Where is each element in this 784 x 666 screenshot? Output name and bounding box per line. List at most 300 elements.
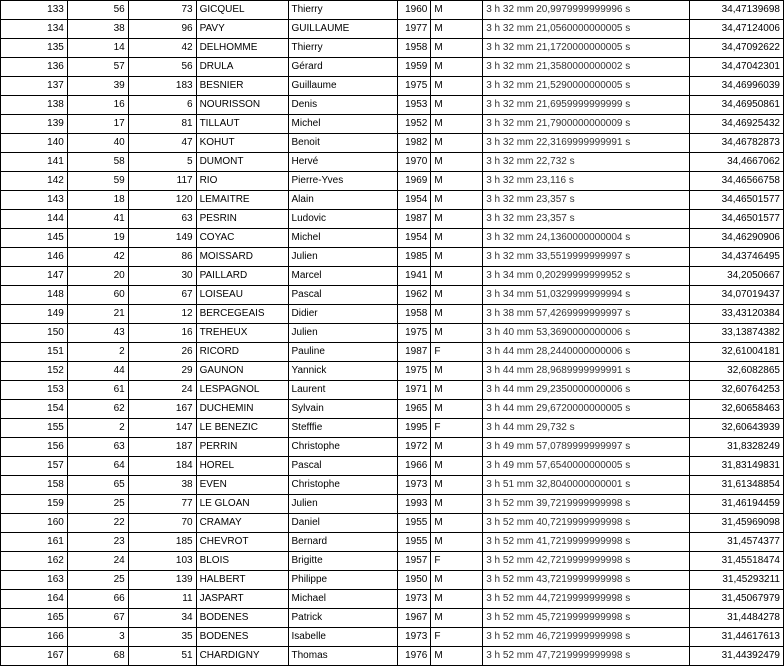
table-row — [1, 267, 784, 286]
rank-cell: 162 — [1, 552, 68, 571]
table-row — [1, 248, 784, 267]
category-rank-cell: 38 — [67, 20, 128, 39]
birthyear-cell: 1955 — [398, 514, 431, 533]
time-cell: 3 h 52 mm 45,7219999999998 s — [483, 609, 690, 628]
category-rank-cell: 14 — [67, 39, 128, 58]
rank-cell: 157 — [1, 457, 68, 476]
birthyear-cell: 1967 — [398, 609, 431, 628]
gender-cell: M — [431, 58, 483, 77]
birthyear-cell: 1973 — [398, 590, 431, 609]
lastname-cell: LOISEAU — [196, 286, 288, 305]
gender-cell: M — [431, 324, 483, 343]
birthyear-cell: 1973 — [398, 476, 431, 495]
bib-cell: 81 — [128, 115, 196, 134]
table-row — [1, 647, 784, 666]
firstname-cell: Didier — [288, 305, 398, 324]
gender-cell: M — [431, 39, 483, 58]
birthyear-cell: 1977 — [398, 20, 431, 39]
time-cell: 3 h 44 mm 29,6720000000005 s — [483, 400, 690, 419]
speed-cell: 34,47139698 — [690, 1, 784, 20]
firstname-cell: Pascal — [288, 286, 398, 305]
rank-cell: 165 — [1, 609, 68, 628]
firstname-cell: Sylvain — [288, 400, 398, 419]
speed-cell: 32,6082865 — [690, 362, 784, 381]
table-row — [1, 438, 784, 457]
time-cell: 3 h 49 mm 57,0789999999997 s — [483, 438, 690, 457]
table-row — [1, 343, 784, 362]
category-rank-cell: 43 — [67, 324, 128, 343]
time-cell: 3 h 52 mm 43,7219999999998 s — [483, 571, 690, 590]
lastname-cell: BODENES — [196, 609, 288, 628]
table-row — [1, 590, 784, 609]
rank-cell: 141 — [1, 153, 68, 172]
bib-cell: 149 — [128, 229, 196, 248]
gender-cell: M — [431, 1, 483, 20]
birthyear-cell: 1950 — [398, 571, 431, 590]
time-cell: 3 h 52 mm 41,7219999999998 s — [483, 533, 690, 552]
speed-cell: 32,60643939 — [690, 419, 784, 438]
lastname-cell: DUMONT — [196, 153, 288, 172]
firstname-cell: Ludovic — [288, 210, 398, 229]
table-row — [1, 134, 784, 153]
birthyear-cell: 1975 — [398, 77, 431, 96]
category-rank-cell: 24 — [67, 552, 128, 571]
rank-cell: 159 — [1, 495, 68, 514]
lastname-cell: PESRIN — [196, 210, 288, 229]
category-rank-cell: 25 — [67, 571, 128, 590]
time-cell: 3 h 52 mm 42,7219999999998 s — [483, 552, 690, 571]
table-row — [1, 324, 784, 343]
firstname-cell: Christophe — [288, 476, 398, 495]
category-rank-cell: 40 — [67, 134, 128, 153]
lastname-cell: JASPART — [196, 590, 288, 609]
table-row — [1, 628, 784, 647]
table-row — [1, 20, 784, 39]
birthyear-cell: 1987 — [398, 210, 431, 229]
speed-cell: 34,47092622 — [690, 39, 784, 58]
time-cell: 3 h 52 mm 47,7219999999998 s — [483, 647, 690, 666]
birthyear-cell: 1970 — [398, 153, 431, 172]
bib-cell: 184 — [128, 457, 196, 476]
firstname-cell: Julien — [288, 495, 398, 514]
speed-cell: 34,46950861 — [690, 96, 784, 115]
table-row — [1, 476, 784, 495]
firstname-cell: Michael — [288, 590, 398, 609]
firstname-cell: Alain — [288, 191, 398, 210]
gender-cell: M — [431, 305, 483, 324]
bib-cell: 42 — [128, 39, 196, 58]
gender-cell: M — [431, 20, 483, 39]
speed-cell: 32,60658463 — [690, 400, 784, 419]
time-cell: 3 h 32 mm 20,9979999999996 s — [483, 1, 690, 20]
firstname-cell: Thierry — [288, 1, 398, 20]
time-cell: 3 h 44 mm 28,2440000000006 s — [483, 343, 690, 362]
lastname-cell: CHARDIGNY — [196, 647, 288, 666]
gender-cell: M — [431, 153, 483, 172]
time-cell: 3 h 34 mm 0,20299999999952 s — [483, 267, 690, 286]
bib-cell: 56 — [128, 58, 196, 77]
rank-cell: 139 — [1, 115, 68, 134]
table-row — [1, 172, 784, 191]
gender-cell: M — [431, 229, 483, 248]
lastname-cell: LE GLOAN — [196, 495, 288, 514]
speed-cell: 33,43120384 — [690, 305, 784, 324]
category-rank-cell: 19 — [67, 229, 128, 248]
rank-cell: 142 — [1, 172, 68, 191]
category-rank-cell: 39 — [67, 77, 128, 96]
table-row — [1, 153, 784, 172]
category-rank-cell: 25 — [67, 495, 128, 514]
table-row — [1, 381, 784, 400]
category-rank-cell: 2 — [67, 419, 128, 438]
rank-cell: 135 — [1, 39, 68, 58]
bib-cell: 11 — [128, 590, 196, 609]
gender-cell: M — [431, 210, 483, 229]
table-row — [1, 514, 784, 533]
lastname-cell: MOISSARD — [196, 248, 288, 267]
category-rank-cell: 22 — [67, 514, 128, 533]
bib-cell: 63 — [128, 210, 196, 229]
time-cell: 3 h 40 mm 53,3690000000006 s — [483, 324, 690, 343]
results-table-body — [1, 1, 784, 666]
lastname-cell: LESPAGNOL — [196, 381, 288, 400]
firstname-cell: Philippe — [288, 571, 398, 590]
lastname-cell: KOHUT — [196, 134, 288, 153]
bib-cell: 16 — [128, 324, 196, 343]
rank-cell: 137 — [1, 77, 68, 96]
gender-cell: M — [431, 115, 483, 134]
speed-cell: 32,60764253 — [690, 381, 784, 400]
speed-cell: 34,07019437 — [690, 286, 784, 305]
speed-cell: 34,46925432 — [690, 115, 784, 134]
speed-cell: 34,46501577 — [690, 191, 784, 210]
birthyear-cell: 1962 — [398, 286, 431, 305]
speed-cell: 34,2050667 — [690, 267, 784, 286]
time-cell: 3 h 51 mm 32,8040000000001 s — [483, 476, 690, 495]
gender-cell: M — [431, 248, 483, 267]
lastname-cell: CHEVROT — [196, 533, 288, 552]
speed-cell: 31,44392479 — [690, 647, 784, 666]
bib-cell: 139 — [128, 571, 196, 590]
table-row — [1, 552, 784, 571]
lastname-cell: CRAMAY — [196, 514, 288, 533]
speed-cell: 33,13874382 — [690, 324, 784, 343]
category-rank-cell: 66 — [67, 590, 128, 609]
firstname-cell: Julien — [288, 248, 398, 267]
speed-cell: 31,83149831 — [690, 457, 784, 476]
lastname-cell: COYAC — [196, 229, 288, 248]
rank-cell: 154 — [1, 400, 68, 419]
time-cell: 3 h 34 mm 51,0329999999994 s — [483, 286, 690, 305]
firstname-cell: Isabelle — [288, 628, 398, 647]
firstname-cell: Thomas — [288, 647, 398, 666]
birthyear-cell: 1960 — [398, 1, 431, 20]
table-row — [1, 210, 784, 229]
firstname-cell: Christophe — [288, 438, 398, 457]
lastname-cell: TILLAUT — [196, 115, 288, 134]
speed-cell: 32,61004181 — [690, 343, 784, 362]
birthyear-cell: 1975 — [398, 362, 431, 381]
speed-cell: 34,46290906 — [690, 229, 784, 248]
birthyear-cell: 1972 — [398, 438, 431, 457]
speed-cell: 34,4667062 — [690, 153, 784, 172]
lastname-cell: LE BENEZIC — [196, 419, 288, 438]
gender-cell: M — [431, 476, 483, 495]
firstname-cell: Yannick — [288, 362, 398, 381]
rank-cell: 146 — [1, 248, 68, 267]
firstname-cell: Patrick — [288, 609, 398, 628]
bib-cell: 51 — [128, 647, 196, 666]
gender-cell: M — [431, 381, 483, 400]
gender-cell: M — [431, 96, 483, 115]
speed-cell: 31,61348854 — [690, 476, 784, 495]
bib-cell: 185 — [128, 533, 196, 552]
gender-cell: M — [431, 267, 483, 286]
firstname-cell: Brigitte — [288, 552, 398, 571]
speed-cell: 34,43746495 — [690, 248, 784, 267]
time-cell: 3 h 32 mm 21,0560000000005 s — [483, 20, 690, 39]
lastname-cell: PERRIN — [196, 438, 288, 457]
time-cell: 3 h 44 mm 28,9689999999991 s — [483, 362, 690, 381]
rank-cell: 151 — [1, 343, 68, 362]
speed-cell: 31,4574377 — [690, 533, 784, 552]
gender-cell: M — [431, 590, 483, 609]
speed-cell: 31,45293211 — [690, 571, 784, 590]
birthyear-cell: 1987 — [398, 343, 431, 362]
table-row — [1, 115, 784, 134]
table-row — [1, 362, 784, 381]
rank-cell: 160 — [1, 514, 68, 533]
category-rank-cell: 18 — [67, 191, 128, 210]
lastname-cell: BLOIS — [196, 552, 288, 571]
birthyear-cell: 1952 — [398, 115, 431, 134]
rank-cell: 150 — [1, 324, 68, 343]
speed-cell: 34,46566758 — [690, 172, 784, 191]
rank-cell: 138 — [1, 96, 68, 115]
firstname-cell: Denis — [288, 96, 398, 115]
category-rank-cell: 2 — [67, 343, 128, 362]
bib-cell: 34 — [128, 609, 196, 628]
bib-cell: 73 — [128, 1, 196, 20]
category-rank-cell: 3 — [67, 628, 128, 647]
birthyear-cell: 1971 — [398, 381, 431, 400]
gender-cell: M — [431, 438, 483, 457]
birthyear-cell: 1959 — [398, 58, 431, 77]
category-rank-cell: 64 — [67, 457, 128, 476]
lastname-cell: PAVY — [196, 20, 288, 39]
table-row — [1, 533, 784, 552]
birthyear-cell: 1955 — [398, 533, 431, 552]
rank-cell: 147 — [1, 267, 68, 286]
bib-cell: 35 — [128, 628, 196, 647]
birthyear-cell: 1995 — [398, 419, 431, 438]
category-rank-cell: 42 — [67, 248, 128, 267]
bib-cell: 183 — [128, 77, 196, 96]
category-rank-cell: 57 — [67, 58, 128, 77]
rank-cell: 134 — [1, 20, 68, 39]
category-rank-cell: 21 — [67, 305, 128, 324]
table-row — [1, 495, 784, 514]
rank-cell: 155 — [1, 419, 68, 438]
gender-cell: M — [431, 362, 483, 381]
category-rank-cell: 41 — [67, 210, 128, 229]
gender-cell: M — [431, 495, 483, 514]
gender-cell: M — [431, 533, 483, 552]
lastname-cell: BERCEGEAIS — [196, 305, 288, 324]
time-cell: 3 h 32 mm 24,1360000000004 s — [483, 229, 690, 248]
gender-cell: F — [431, 343, 483, 362]
firstname-cell: Julien — [288, 324, 398, 343]
time-cell: 3 h 32 mm 22,732 s — [483, 153, 690, 172]
lastname-cell: EVEN — [196, 476, 288, 495]
gender-cell: F — [431, 419, 483, 438]
lastname-cell: NOURISSON — [196, 96, 288, 115]
time-cell: 3 h 32 mm 21,5290000000005 s — [483, 77, 690, 96]
firstname-cell: Daniel — [288, 514, 398, 533]
speed-cell: 34,46996039 — [690, 77, 784, 96]
time-cell: 3 h 32 mm 23,116 s — [483, 172, 690, 191]
lastname-cell: GICQUEL — [196, 1, 288, 20]
speed-cell: 34,47042301 — [690, 58, 784, 77]
firstname-cell: Michel — [288, 229, 398, 248]
rank-cell: 156 — [1, 438, 68, 457]
gender-cell: M — [431, 647, 483, 666]
time-cell: 3 h 52 mm 46,7219999999998 s — [483, 628, 690, 647]
bib-cell: 47 — [128, 134, 196, 153]
speed-cell: 34,46782873 — [690, 134, 784, 153]
lastname-cell: GAUNON — [196, 362, 288, 381]
birthyear-cell: 1982 — [398, 134, 431, 153]
bib-cell: 117 — [128, 172, 196, 191]
firstname-cell: Laurent — [288, 381, 398, 400]
category-rank-cell: 61 — [67, 381, 128, 400]
bib-cell: 167 — [128, 400, 196, 419]
lastname-cell: DUCHEMIN — [196, 400, 288, 419]
lastname-cell: HOREL — [196, 457, 288, 476]
time-cell: 3 h 32 mm 21,6959999999999 s — [483, 96, 690, 115]
gender-cell: M — [431, 77, 483, 96]
lastname-cell: RICORD — [196, 343, 288, 362]
speed-cell: 31,46194459 — [690, 495, 784, 514]
gender-cell: M — [431, 400, 483, 419]
speed-cell: 31,45067979 — [690, 590, 784, 609]
rank-cell: 143 — [1, 191, 68, 210]
bib-cell: 86 — [128, 248, 196, 267]
birthyear-cell: 1985 — [398, 248, 431, 267]
time-cell: 3 h 44 mm 29,2350000000006 s — [483, 381, 690, 400]
speed-cell: 34,47124006 — [690, 20, 784, 39]
category-rank-cell: 44 — [67, 362, 128, 381]
category-rank-cell: 56 — [67, 1, 128, 20]
category-rank-cell: 68 — [67, 647, 128, 666]
lastname-cell: DELHOMME — [196, 39, 288, 58]
bib-cell: 77 — [128, 495, 196, 514]
time-cell: 3 h 38 mm 57,4269999999997 s — [483, 305, 690, 324]
time-cell: 3 h 32 mm 22,3169999999991 s — [483, 134, 690, 153]
birthyear-cell: 1973 — [398, 628, 431, 647]
gender-cell: M — [431, 134, 483, 153]
firstname-cell: Pierre-Yves — [288, 172, 398, 191]
birthyear-cell: 1966 — [398, 457, 431, 476]
firstname-cell: Benoit — [288, 134, 398, 153]
bib-cell: 187 — [128, 438, 196, 457]
bib-cell: 6 — [128, 96, 196, 115]
speed-cell: 31,4484278 — [690, 609, 784, 628]
time-cell: 3 h 32 mm 21,7900000000009 s — [483, 115, 690, 134]
firstname-cell: Gérard — [288, 58, 398, 77]
firstname-cell: Pascal — [288, 457, 398, 476]
birthyear-cell: 1958 — [398, 305, 431, 324]
rank-cell: 163 — [1, 571, 68, 590]
category-rank-cell: 62 — [67, 400, 128, 419]
lastname-cell: LEMAITRE — [196, 191, 288, 210]
table-row — [1, 400, 784, 419]
rank-cell: 149 — [1, 305, 68, 324]
firstname-cell: Pauline — [288, 343, 398, 362]
category-rank-cell: 63 — [67, 438, 128, 457]
gender-cell: F — [431, 552, 483, 571]
lastname-cell: BODENES — [196, 628, 288, 647]
category-rank-cell: 17 — [67, 115, 128, 134]
bib-cell: 96 — [128, 20, 196, 39]
table-row — [1, 571, 784, 590]
gender-cell: F — [431, 628, 483, 647]
table-row — [1, 39, 784, 58]
lastname-cell: BESNIER — [196, 77, 288, 96]
table-row — [1, 419, 784, 438]
time-cell: 3 h 49 mm 57,6540000000005 s — [483, 457, 690, 476]
category-rank-cell: 20 — [67, 267, 128, 286]
category-rank-cell: 65 — [67, 476, 128, 495]
gender-cell: M — [431, 286, 483, 305]
lastname-cell: TREHEUX — [196, 324, 288, 343]
bib-cell: 70 — [128, 514, 196, 533]
time-cell: 3 h 52 mm 40,7219999999998 s — [483, 514, 690, 533]
birthyear-cell: 1941 — [398, 267, 431, 286]
firstname-cell: Marcel — [288, 267, 398, 286]
speed-cell: 31,45969098 — [690, 514, 784, 533]
bib-cell: 38 — [128, 476, 196, 495]
table-row — [1, 1, 784, 20]
firstname-cell: Michel — [288, 115, 398, 134]
firstname-cell: Hervé — [288, 153, 398, 172]
bib-cell: 120 — [128, 191, 196, 210]
bib-cell: 26 — [128, 343, 196, 362]
bib-cell: 67 — [128, 286, 196, 305]
birthyear-cell: 1957 — [398, 552, 431, 571]
birthyear-cell: 1993 — [398, 495, 431, 514]
bib-cell: 147 — [128, 419, 196, 438]
table-row — [1, 305, 784, 324]
gender-cell: M — [431, 172, 483, 191]
birthyear-cell: 1965 — [398, 400, 431, 419]
table-row — [1, 96, 784, 115]
table-row — [1, 77, 784, 96]
table-row — [1, 58, 784, 77]
rank-cell: 148 — [1, 286, 68, 305]
birthyear-cell: 1976 — [398, 647, 431, 666]
rank-cell: 133 — [1, 1, 68, 20]
gender-cell: M — [431, 609, 483, 628]
speed-cell: 34,46501577 — [690, 210, 784, 229]
rank-cell: 166 — [1, 628, 68, 647]
birthyear-cell: 1958 — [398, 39, 431, 58]
firstname-cell: Stefffie — [288, 419, 398, 438]
table-row — [1, 609, 784, 628]
bib-cell: 30 — [128, 267, 196, 286]
category-rank-cell: 67 — [67, 609, 128, 628]
rank-cell: 164 — [1, 590, 68, 609]
